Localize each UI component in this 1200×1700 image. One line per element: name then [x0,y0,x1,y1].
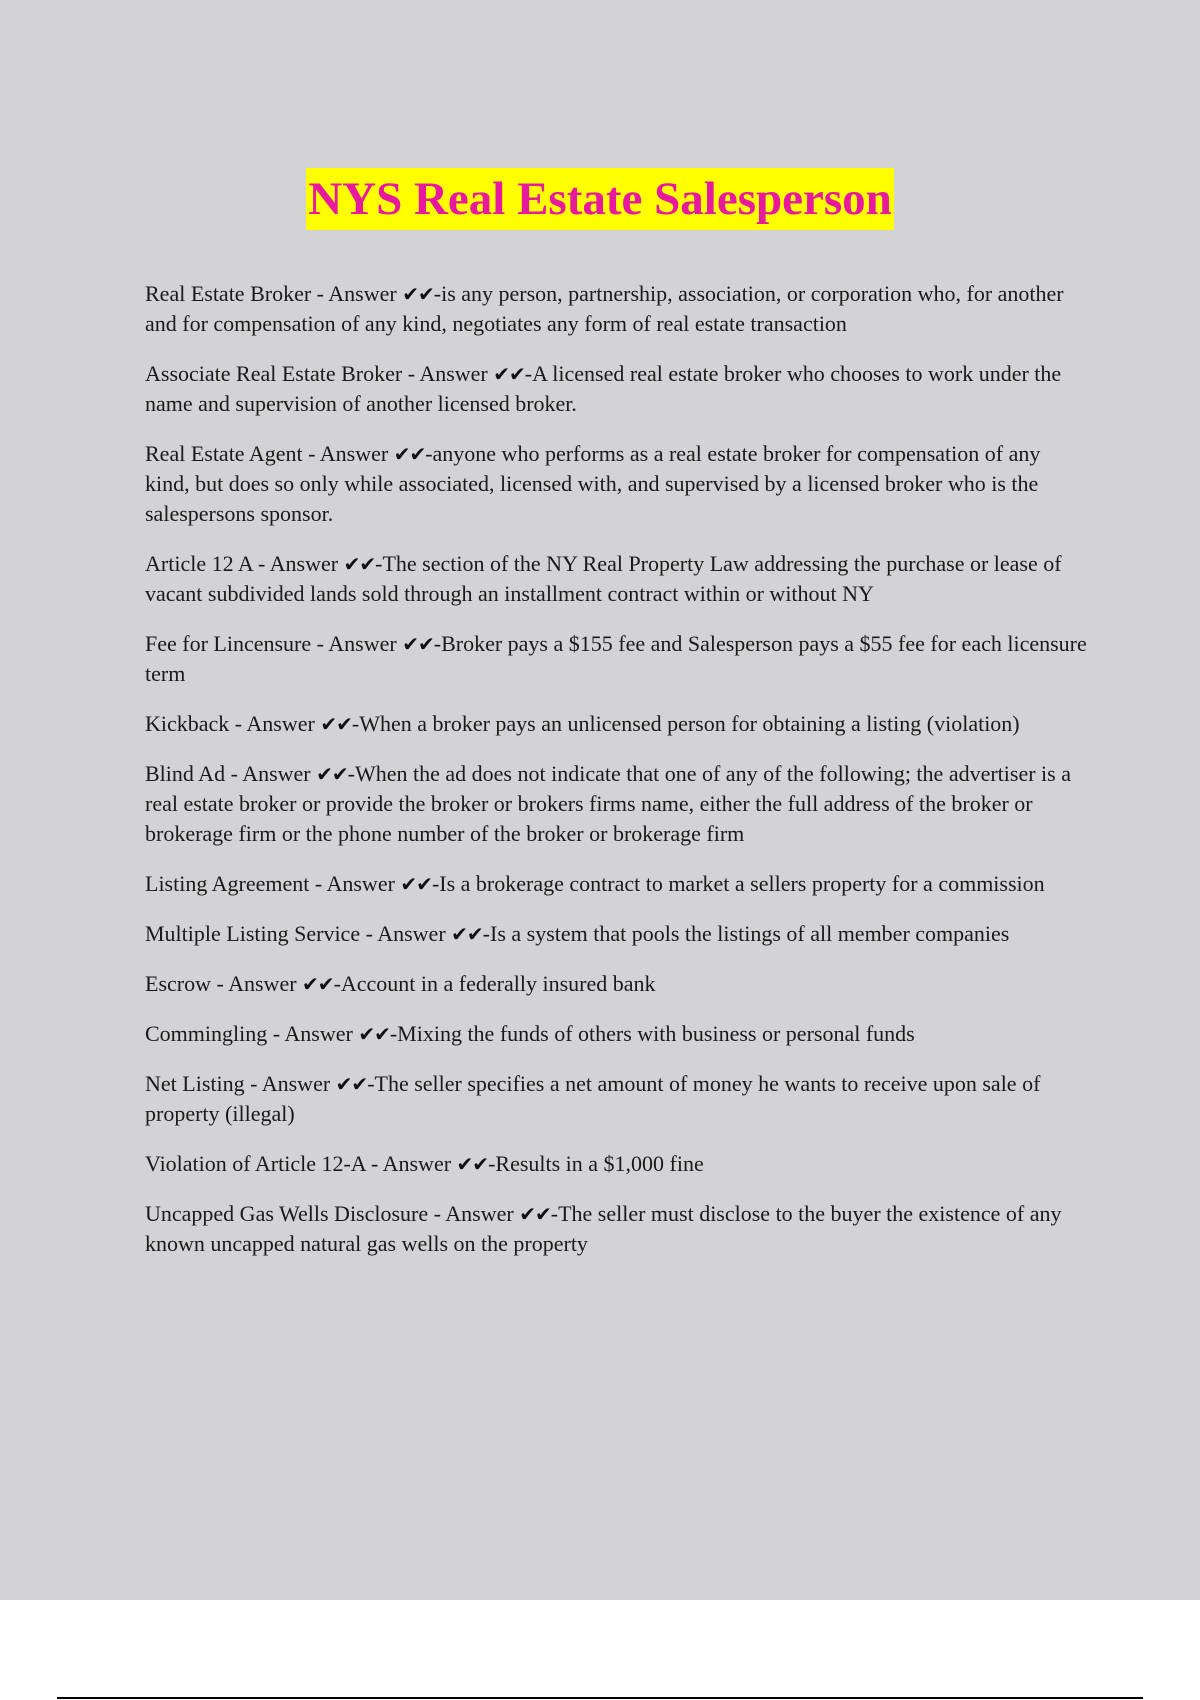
qa-term: Kickback [145,711,230,736]
qa-item: Fee for Lincensure - Answer ✔✔-Broker pays a $155 fee and Salesperson pays a $55 fee for each licensure term [145,631,1087,686]
qa-definition: The seller specifies a net amount of money he wants to receive upon sale of property (illegal) [145,1071,1041,1126]
qa-term: Uncapped Gas Wells Disclosure [145,1201,429,1226]
qa-item: Escrow - Answer ✔✔-Account in a federally insured bank [145,971,656,996]
qa-term: Net Listing [145,1071,245,1096]
answer-label: Answer [445,1201,514,1226]
qa-item: Real Estate Agent - Answer ✔✔-anyone who performs as a real estate broker for compensation of any kind, but does so only while associated, licensed with, and supervised by a licensed broker who is the salespersons sponsor. [145,441,1041,526]
answer-label: Answer [382,1151,452,1176]
qa-definition: is any person, partnership, association, or corporation who, for another and for compensation of any kind, negotiates any form of real estate transaction [145,281,1064,336]
double-check-icon: ✔✔ [400,872,432,896]
answer-label: Answer [261,1071,331,1096]
qa-term: Violation of Article 12-A [145,1151,366,1176]
double-check-icon: ✔✔ [456,1152,489,1176]
qa-term: Real Estate Agent [145,441,303,466]
qa-term: Escrow [145,971,211,996]
qa-list [145,279,1090,1279]
qa-definition: A licensed real estate broker who chooses to work under the name and supervision of another licensed broker. [145,361,1062,416]
qa-item: Blind Ad - Answer ✔✔-When the ad does not indicate that one of any of the following; the advertiser is a real estate broker or provide the broker or brokers firms name, either the full address of the broker or brokerage firm or the phone number of the broker or brokerage firm [145,761,1071,846]
qa-definition: Mixing the funds of others with business or personal funds [397,1021,915,1046]
qa-item: Net Listing - Answer ✔✔-The seller specifies a net amount of money he wants to receive upon sale of property (illegal) [145,1071,1041,1126]
double-check-icon: ✔✔ [402,632,434,656]
answer-label: Answer [284,1021,353,1046]
double-check-icon: ✔✔ [358,1022,390,1046]
qa-definition: When the ad does not indicate that one of any of the following; the advertiser is a real estate broker or provide the broker or brokers firms name, either the full address of the broker or brokerage firm or the phone number of the broker or brokerage firm [145,761,1071,846]
double-check-icon: ✔✔ [343,552,376,576]
qa-item: Associate Real Estate Broker - Answer ✔✔-A licensed real estate broker who chooses to work under the name and supervision of another licensed broker. [145,361,1062,416]
qa-item: Commingling - Answer ✔✔-Mixing the funds of others with business or personal funds [145,1021,915,1046]
answer-label: Answer [328,281,397,306]
answer-label: Answer [269,551,339,576]
double-check-icon: ✔✔ [302,972,334,996]
qa-term: Listing Agreement [145,871,310,896]
qa-item: Real Estate Broker - Answer ✔✔-is any person, partnership, association, or corporation who, for another and for compensation of any kind, negotiates any form of real estate transaction [145,281,1064,336]
double-check-icon: ✔✔ [493,362,525,386]
qa-definition: The seller must disclose to the buyer the existence of any known uncapped natural gas wells on the property [145,1201,1062,1256]
answer-label: Answer [328,631,397,656]
page-title: NYS Real Estate Salesperson [306,168,894,230]
qa-term: Multiple Listing Service [145,921,361,946]
answer-label: Answer [419,361,488,386]
answer-label: Answer [326,871,395,896]
qa-term: Real Estate Broker [145,281,312,306]
qa-definition: anyone who performs as a real estate broker for compensation of any kind, but does so only while associated, licensed with, and supervised by a licensed broker who is the salespersons sponsor. [145,441,1041,526]
answer-label: Answer [377,921,446,946]
answer-label: Answer [246,711,315,736]
qa-definition: The section of the NY Real Property Law addressing the purchase or lease of vacant subdivided lands sold through an installment contract within or without NY [145,551,1062,606]
double-check-icon: ✔✔ [335,1072,368,1096]
qa-item: Violation of Article 12-A - Answer ✔✔-Results in a $1,000 fine [145,1151,704,1176]
footer-rule [57,1697,1143,1699]
qa-definition: When a broker pays an unlicensed person for obtaining a listing (violation) [359,711,1020,736]
double-check-icon: ✔✔ [519,1202,551,1226]
qa-definition: Is a system that pools the listings of all member companies [490,921,1010,946]
double-check-icon: ✔✔ [320,712,352,736]
double-check-icon: ✔✔ [451,922,483,946]
answer-label: Answer [319,441,389,466]
qa-definition: Is a brokerage contract to market a sellers property for a commission [439,871,1045,896]
qa-definition: Account in a federally insured bank [340,971,656,996]
qa-term: Commingling [145,1021,268,1046]
double-check-icon: ✔✔ [316,762,348,786]
qa-term: Associate Real Estate Broker [145,361,403,386]
title-container [0,168,1200,230]
qa-definition: Broker pays a $155 fee and Salesperson pays a $55 fee for each licensure term [145,631,1087,686]
qa-term: Blind Ad [145,761,226,786]
qa-term: Fee for Lincensure [145,631,312,656]
answer-label: Answer [242,761,311,786]
qa-item: Multiple Listing Service - Answer ✔✔-Is a system that pools the listings of all member companies [145,921,1010,946]
qa-item: Article 12 A - Answer ✔✔-The section of the NY Real Property Law addressing the purchase or lease of vacant subdivided lands sold through an installment contract within or without NY [145,551,1062,606]
qa-definition: Results in a $1,000 fine [495,1151,704,1176]
double-check-icon: ✔✔ [402,282,434,306]
qa-term: Article 12 A [145,551,253,576]
qa-item: Listing Agreement - Answer ✔✔-Is a brokerage contract to market a sellers property for a commission [145,871,1045,896]
qa-item: Kickback - Answer ✔✔-When a broker pays an unlicensed person for obtaining a listing (violation) [145,711,1020,736]
answer-label: Answer [228,971,297,996]
qa-item: Uncapped Gas Wells Disclosure - Answer ✔✔-The seller must disclose to the buyer the existence of any known uncapped natural gas wells on the property [145,1201,1062,1256]
double-check-icon: ✔✔ [393,442,426,466]
